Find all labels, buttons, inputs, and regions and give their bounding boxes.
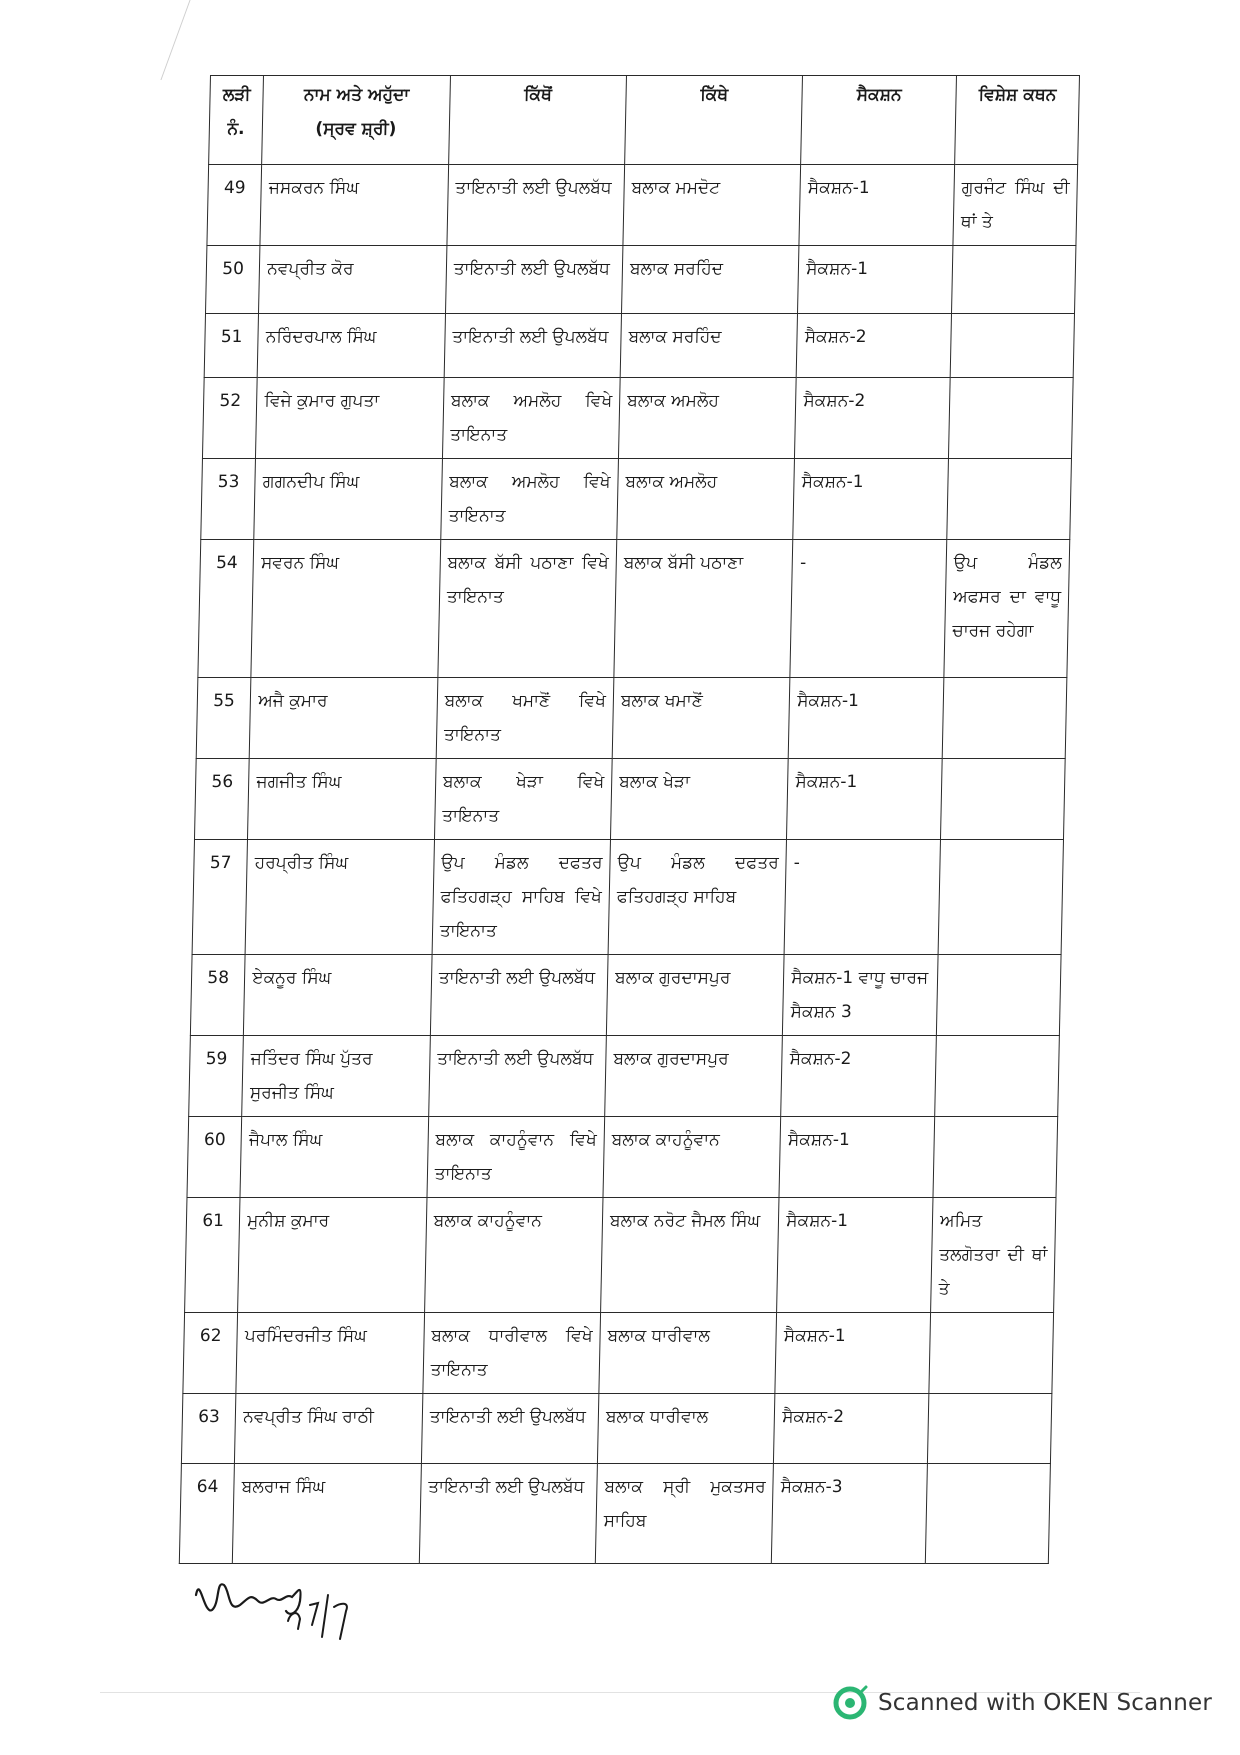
cell-from: ਤਾਇਨਾਤੀ ਲਈ ਉਪਲਬੱਧ [447, 165, 625, 246]
cell-to: ਬਲਾਕ ਧਾਰੀਵਾਲ [597, 1394, 775, 1464]
cell-remarks [951, 246, 1075, 314]
cell-serial-number: 55 [196, 678, 251, 759]
cell-from: ਬਲਾਕ ਬੱਸੀ ਪਠਾਣਾ ਵਿਖੇ ਤਾਇਨਾਤ [438, 540, 617, 678]
cell-serial-number: 49 [207, 165, 262, 246]
cell-to: ਬਲਾਕ ਕਾਹਨੂੰਵਾਨ [603, 1117, 781, 1198]
table-row [194, 759, 1065, 840]
table-row [179, 1464, 1050, 1564]
cell-section: ਸੈਕਸ਼ਨ-2 [796, 314, 951, 378]
table-row [202, 378, 1073, 459]
scanner-watermark-text: Scanned with OKEN Scanner [878, 1690, 1212, 1716]
header-name-line2: (ਸ੍ਰਵ ਸ਼੍ਰੀ) [315, 119, 397, 139]
cell-remarks [950, 314, 1074, 378]
table-row [181, 1394, 1051, 1464]
table-header-row [209, 76, 1080, 165]
transfer-table [179, 75, 1080, 1564]
cell-to: ਬਲਾਕ ਧਾਰੀਵਾਲ [599, 1313, 777, 1394]
cell-name: ਅਜੈ ਕੁਮਾਰ [249, 678, 437, 759]
cell-from: ਬਲਾਕ ਖਮਾਣੋਂ ਵਿਖੇ ਤਾਇਨਾਤ [436, 678, 614, 759]
cell-name: ਜਤਿੰਦਰ ਸਿੰਘ ਪੁੱਤਰ ਸੁਰਜੀਤ ਸਿੰਘ [242, 1036, 430, 1117]
cell-section: ਸੈਕਸ਼ਨ-1 [798, 246, 953, 314]
cell-from: ਬਲਾਕ ਕਾਹਨੂੰਵਾਨ ਵਿਖੇ ਤਾਇਨਾਤ [427, 1117, 605, 1198]
cell-serial-number: 57 [192, 840, 248, 955]
table-body [179, 165, 1077, 1564]
cell-serial-number: 61 [185, 1198, 241, 1313]
cell-from: ਤਾਇਨਾਤੀ ਲਈ ਉਪਲਬੱਧ [421, 1394, 599, 1464]
cell-remarks [947, 459, 1072, 540]
cell-to: ਬਲਾਕ ਖੇੜਾ [611, 759, 789, 840]
cell-remarks [942, 678, 1067, 759]
cell-from: ਤਾਇਨਾਤੀ ਲਈ ਉਪਲਬੱਧ [445, 246, 623, 314]
header-name-designation [262, 76, 450, 165]
cell-from: ਬਲਾਕ ਖੇੜਾ ਵਿਖੇ ਤਾਇਨਾਤ [434, 759, 612, 840]
cell-section: ਸੈਕਸ਼ਨ-2 [781, 1036, 936, 1117]
cell-name: ਜਸਕਰਨ ਸਿੰਘ [260, 165, 448, 246]
cell-section: ਸੈਕਸ਼ਨ-1 ਵਾਧੂ ਚਾਰਜ ਸੈਕਸ਼ਨ 3 [783, 955, 938, 1036]
cell-to: ਬਲਾਕ ਬੱਸੀ ਪਠਾਣਾ [614, 540, 793, 678]
cell-serial-number: 62 [183, 1313, 238, 1394]
oken-scanner-logo-icon [832, 1685, 868, 1721]
cell-section: ਸੈਕਸ਼ਨ-1 [775, 1313, 930, 1394]
table-row [201, 459, 1072, 540]
cell-remarks [925, 1464, 1050, 1564]
cell-section: ਸੈਕਸ਼ਨ-2 [795, 378, 950, 459]
cell-remarks [938, 840, 1063, 955]
cell-section: ਸੈਕਸ਼ਨ-3 [772, 1464, 928, 1564]
table-row [196, 678, 1067, 759]
signature-drawing [190, 1555, 410, 1645]
cell-serial-number: 63 [181, 1394, 236, 1464]
cell-to: ਬਲਾਕ ਅਮਲੋਹ [618, 378, 796, 459]
cell-from: ਤਾਇਨਾਤੀ ਲਈ ਉਪਲਬੱਧ [444, 314, 622, 378]
scan-page-edge [160, 0, 190, 80]
header-section: ਸੈਕਸ਼ਨ [801, 76, 957, 165]
cell-from: ਤਾਇਨਾਤੀ ਲਈ ਉਪਲਬੱਧ [430, 955, 608, 1036]
cell-section: ਸੈਕਸ਼ਨ-2 [774, 1394, 929, 1464]
cell-name: ਬਲਰਾਜ ਸਿੰਘ [233, 1464, 422, 1564]
cell-name: ਏਕਨੂਰ ਸਿੰਘ [244, 955, 432, 1036]
cell-section: ਸੈਕਸ਼ਨ-1 [777, 1198, 933, 1313]
cell-section: ਸੈਕਸ਼ਨ-1 [799, 165, 954, 246]
table-row [190, 955, 1061, 1036]
cell-remarks: ਅਮਿਤ ਤਲਗੋਤਰਾ ਦੀ ਥਾਂ ਤੇ [931, 1198, 1056, 1313]
cell-section: - [790, 540, 947, 678]
handwritten-signature [190, 1555, 410, 1645]
cell-from: ਤਾਇਨਾਤੀ ਲਈ ਉਪਲਬੱਧ [428, 1036, 606, 1117]
cell-name: ਨਵਪ੍ਰੀਤ ਕੋਰ [259, 246, 447, 314]
header-serial-number: ਲੜੀ ਨੰ. [209, 76, 264, 165]
cell-remarks [936, 955, 1061, 1036]
cell-serial-number: 52 [202, 378, 257, 459]
cell-remarks [933, 1117, 1058, 1198]
table-row [207, 165, 1078, 246]
cell-from: ਬਲਾਕ ਅਮਲੋਹ ਵਿਖੇ ਤਾਇਨਾਤ [441, 459, 619, 540]
cell-to: ਬਲਾਕ ਅਮਲੋਹ [617, 459, 795, 540]
cell-from: ਬਲਾਕ ਅਮਲੋਹ ਵਿਖੇ ਤਾਇਨਾਤ [442, 378, 620, 459]
cell-section: ਸੈਕਸ਼ਨ-1 [793, 459, 948, 540]
cell-name: ਮੁਨੀਸ਼ ਕੁਮਾਰ [238, 1198, 427, 1313]
header-from: ਕਿੱਥੋਂ [448, 76, 626, 165]
cell-remarks [929, 1313, 1054, 1394]
table-row [198, 540, 1070, 678]
cell-serial-number: 56 [194, 759, 249, 840]
cell-serial-number: 60 [187, 1117, 242, 1198]
cell-name: ਸਵਰਨ ਸਿੰਘ [251, 540, 440, 678]
header-remarks: ਵਿਸ਼ੇਸ਼ ਕਥਨ [955, 76, 1080, 165]
transfer-table-container [179, 75, 1080, 1564]
cell-remarks [948, 378, 1073, 459]
cell-from: ਉਪ ਮੰਡਲ ਦਫਤਰ ਫਤਿਹਗੜ੍ਹ ਸਾਹਿਬ ਵਿਖੇ ਤਾਇਨਾਤ [432, 840, 611, 955]
cell-section: ਸੈਕਸ਼ਨ-1 [788, 678, 943, 759]
cell-section: ਸੈਕਸ਼ਨ-1 [779, 1117, 934, 1198]
table-row [183, 1313, 1054, 1394]
cell-name: ਵਿਜੇ ਕੁਮਾਰ ਗੁਪਤਾ [256, 378, 444, 459]
cell-name: ਪਰਮਿੰਦਰਜੀਤ ਸਿੰਘ [236, 1313, 424, 1394]
cell-to: ਬਲਾਕ ਖਮਾਣੋਂ [612, 678, 790, 759]
header-to: ਕਿੱਥੇ [625, 76, 803, 165]
cell-name: ਗਗਨਦੀਪ ਸਿੰਘ [254, 459, 442, 540]
table-row [189, 1036, 1060, 1117]
cell-remarks: ਉਪ ਮੰਡਲ ਅਫਸਰ ਦਾ ਵਾਧੂ ਚਾਰਜ ਰਹੇਗਾ [944, 540, 1070, 678]
table-row [187, 1117, 1058, 1198]
cell-section: ਸੈਕਸ਼ਨ-1 [787, 759, 942, 840]
cell-remarks [927, 1394, 1051, 1464]
cell-to: ਬਲਾਕ ਗੁਰਦਾਸਪੁਰ [605, 1036, 783, 1117]
scanner-watermark [832, 1683, 1212, 1723]
cell-to: ਬਲਾਕ ਨਰੋਟ ਜੈਮਲ ਸਿੰਘ [601, 1198, 780, 1313]
cell-remarks: ਗੁਰਜੰਟ ਸਿੰਘ ਦੀ ਥਾਂ ਤੇ [953, 165, 1078, 246]
cell-serial-number: 59 [189, 1036, 244, 1117]
cell-to: ਬਲਾਕ ਸ੍ਰੀ ਮੁਕਤਸਰ ਸਾਹਿਬ [595, 1464, 773, 1564]
cell-serial-number: 51 [204, 314, 259, 378]
cell-name: ਹਰਪ੍ਰੀਤ ਸਿੰਘ [245, 840, 434, 955]
table-row [206, 246, 1076, 314]
cell-remarks [940, 759, 1065, 840]
cell-name: ਜੈਪਾਲ ਸਿੰਘ [240, 1117, 428, 1198]
cell-name: ਜਗਜੀਤ ਸਿੰਘ [248, 759, 436, 840]
cell-to: ਬਲਾਕ ਗੁਰਦਾਸਪੁਰ [606, 955, 784, 1036]
table-row [185, 1198, 1056, 1313]
cell-to: ਬਲਾਕ ਸਰਹਿੰਦ [622, 246, 800, 314]
cell-remarks [935, 1036, 1060, 1117]
cell-section: - [784, 840, 940, 955]
cell-serial-number: 58 [190, 955, 245, 1036]
table-row [192, 840, 1063, 955]
cell-serial-number: 50 [206, 246, 261, 314]
cell-serial-number: 53 [201, 459, 256, 540]
cell-serial-number: 54 [198, 540, 254, 678]
table-row [204, 314, 1074, 378]
cell-name: ਨਰਿੰਦਰਪਾਲ ਸਿੰਘ [257, 314, 445, 378]
cell-to: ਬਲਾਕ ਮਮਦੋਟ [623, 165, 801, 246]
header-name-line1: ਨਾਮ ਅਤੇ ਅਹੁੱਦਾ [303, 85, 410, 105]
cell-from: ਬਲਾਕ ਧਾਰੀਵਾਲ ਵਿਖੇ ਤਾਇਨਾਤ [423, 1313, 601, 1394]
cell-serial-number: 64 [179, 1464, 234, 1564]
cell-from: ਬਲਾਕ ਕਾਹਨੂੰਵਾਨ [424, 1198, 603, 1313]
cell-to: ਉਪ ਮੰਡਲ ਦਫਤਰ ਫਤਿਹਗੜ੍ਹ ਸਾਹਿਬ [608, 840, 787, 955]
cell-name: ਨਵਪ੍ਰੀਤ ਸਿੰਘ ਰਾਠੀ [235, 1394, 423, 1464]
cell-to: ਬਲਾਕ ਸਰਹਿੰਦ [620, 314, 798, 378]
cell-from: ਤਾਇਨਾਤੀ ਲਈ ਉਪਲਬੱਧ [419, 1464, 597, 1564]
